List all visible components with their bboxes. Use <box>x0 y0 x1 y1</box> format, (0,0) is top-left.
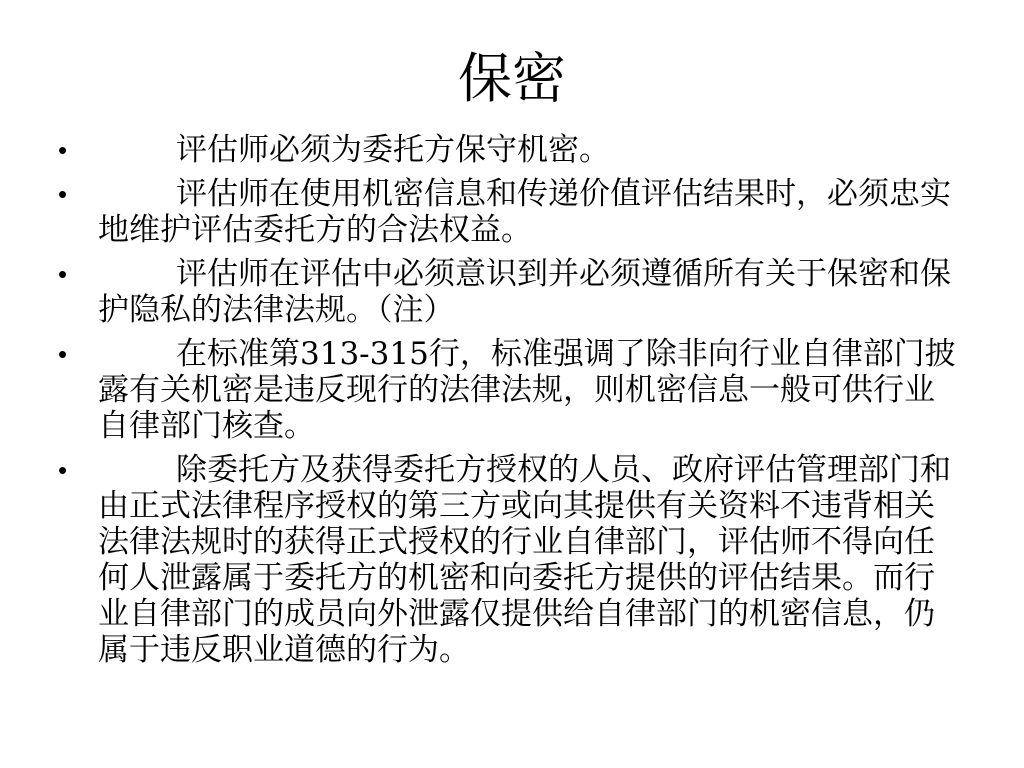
bullet-text: 在标准第313-315行，标准强调了除非向行业自律部门披露有关机密是违反现行的法律法规，则机密信息一般可供行业自律部门核查。 <box>98 336 956 444</box>
list-item <box>58 336 958 444</box>
slide-title: 保密 <box>458 47 566 110</box>
list-item <box>58 452 958 668</box>
list-item <box>58 256 958 328</box>
bullet-text: 评估师必须为委托方保守机密。 <box>176 132 610 168</box>
bullet-text: 评估师在评估中必须意识到并必须遵循所有关于保密和保护隐私的法律法规。（注） <box>98 256 951 328</box>
list-item <box>58 132 958 168</box>
bullet-dot-icon: • <box>58 259 68 289</box>
bullet-list <box>58 132 958 676</box>
list-item <box>58 176 958 248</box>
bullet-text: 除委托方及获得委托方授权的人员、政府评估管理部门和由正式法律程序授权的第三方或向其提供有关资料不违背相关法律法规时的获得正式授权的行业自律部门，评估师不得向任何人泄露属于委托方的机密和向委托方提供的评估结果。而行业自律部门的成员向外泄露仅提供给自律部门的机密信息，仍属于违反职业道德的行为。 <box>98 452 951 668</box>
bullet-dot-icon: • <box>58 135 68 165</box>
bullet-dot-icon: • <box>58 455 68 485</box>
bullet-text: 评估师在使用机密信息和传递价值评估结果时，必须忠实地维护评估委托方的合法权益。 <box>98 176 951 248</box>
bullet-dot-icon: • <box>58 179 68 209</box>
bullet-dot-icon: • <box>58 339 68 369</box>
